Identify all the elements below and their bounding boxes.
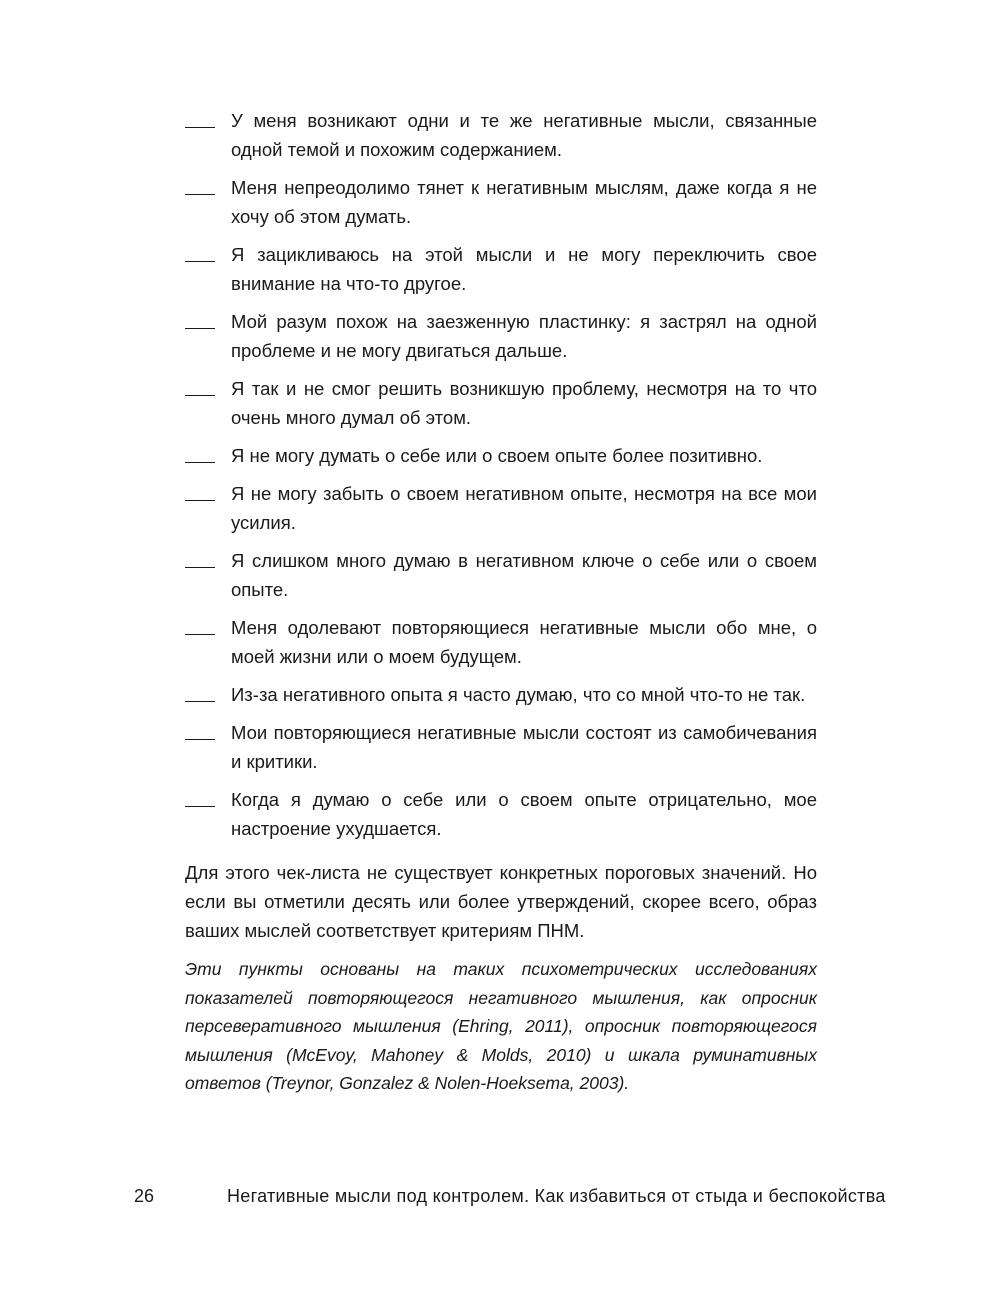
checklist-item-text: Я слишком много думаю в негативном ключе о себе или о своем опыте. bbox=[231, 550, 817, 600]
checklist-item bbox=[185, 173, 817, 231]
checklist-item-text: Меня непреодолимо тянет к негативным мыслям, даже когда я не хочу об этом думать. bbox=[231, 177, 817, 227]
checklist-item bbox=[185, 613, 817, 671]
checkbox-blank[interactable] bbox=[185, 620, 215, 635]
checklist-item-text: Я не могу забыть о своем негативном опыте, несмотря на все мои усилия. bbox=[231, 483, 817, 533]
page-footer bbox=[0, 1186, 1000, 1216]
checkbox-blank[interactable] bbox=[185, 180, 215, 195]
checklist-item bbox=[185, 718, 817, 776]
checkbox-blank[interactable] bbox=[185, 247, 215, 262]
checklist-item-text: Мой разум похож на заезженную пластинку: я застрял на одной проблеме и не могу двигаться дальше. bbox=[231, 311, 817, 361]
checklist-item-text: Я зацикливаюсь на этой мысли и не могу переключить свое внимание на что-то другое. bbox=[231, 244, 817, 294]
checklist-item bbox=[185, 680, 817, 709]
source-note: Эти пункты основаны на таких психометрических исследованиях показателей повторяющегося негативного мышления, как опросник персеверативного мышления (Ehring, 2011), опросник повторяющегося мышления (McEvoy, Mahoney & Molds, 2010) и шкала руминативных ответов (Treynor, Gonzalez & Nolen-Hoeksema, 2003). bbox=[185, 959, 817, 1093]
checklist-item-text: Когда я думаю о себе или о своем опыте отрицательно, мое настроение ухудшается. bbox=[231, 789, 817, 839]
checklist-item-text: Мои повторяющиеся негативные мысли состоят из самобичевания и критики. bbox=[231, 722, 817, 772]
checklist-item-text: Я так и не смог решить возникшую проблему, несмотря на то что очень много думал об этом. bbox=[231, 378, 817, 428]
conclusion-paragraph: Для этого чек-листа не существует конкретных пороговых значений. Но если вы отметили десять или более утверждений, скорее всего, образ ваших мыслей соответствует критериям ПНМ. bbox=[185, 862, 817, 941]
checkbox-blank[interactable] bbox=[185, 725, 215, 740]
page-number: 26 bbox=[134, 1186, 155, 1206]
checklist-item bbox=[185, 546, 817, 604]
checklist-item-text: У меня возникают одни и те же негативные мысли, связанные одной темой и похожим содержанием. bbox=[231, 110, 817, 160]
checklist-item bbox=[185, 479, 817, 537]
checklist-item-text: Меня одолевают повторяющиеся негативные мысли обо мне, о моей жизни или о моем будущем. bbox=[231, 617, 817, 667]
checkbox-blank[interactable] bbox=[185, 113, 215, 128]
checklist-item bbox=[185, 374, 817, 432]
checkbox-blank[interactable] bbox=[185, 687, 215, 702]
checkbox-blank[interactable] bbox=[185, 486, 215, 501]
checklist-item bbox=[185, 106, 817, 164]
checkbox-blank[interactable] bbox=[185, 792, 215, 807]
checklist-item bbox=[185, 307, 817, 365]
checkbox-blank[interactable] bbox=[185, 448, 215, 463]
checkbox-blank[interactable] bbox=[185, 314, 215, 329]
running-title: Негативные мысли под контролем. Как избавиться от стыда и беспокойства bbox=[227, 1186, 886, 1206]
checkbox-blank[interactable] bbox=[185, 381, 215, 396]
checklist-item bbox=[185, 785, 817, 843]
checklist-item-text: Из-за негативного опыта я часто думаю, что со мной что-то не так. bbox=[231, 684, 806, 705]
checkbox-blank[interactable] bbox=[185, 553, 215, 568]
checklist-item bbox=[185, 240, 817, 298]
checklist bbox=[185, 106, 817, 852]
checklist-item-text: Я не могу думать о себе или о своем опыте более позитивно. bbox=[231, 445, 763, 466]
checklist-item bbox=[185, 441, 817, 470]
